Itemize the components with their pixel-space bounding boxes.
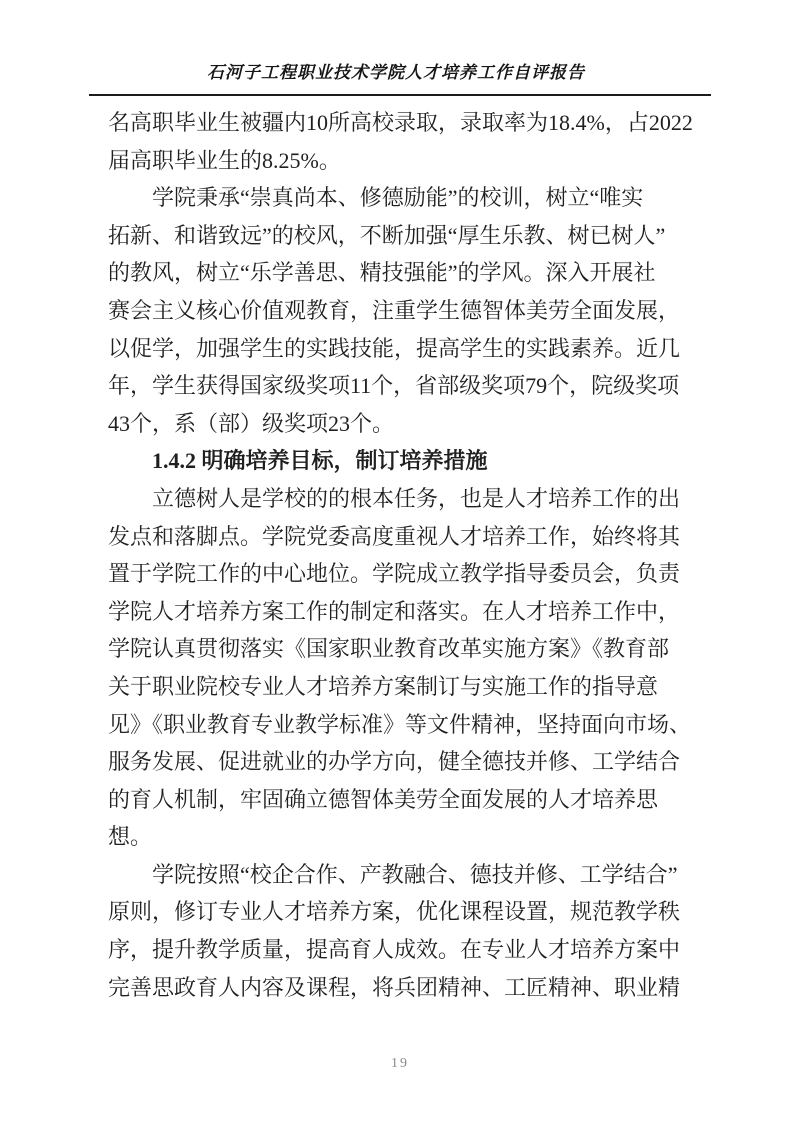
- text-line: 完善思政育人内容及课程，将兵团精神、工匠精神、职业精: [108, 974, 681, 1000]
- page-number: 19: [391, 1056, 409, 1071]
- text-line: 学院人才培养方案工作的制定和落实。在人才培养工作中，: [108, 598, 681, 624]
- text-line: 名高职毕业生被疆内10所高校录取，录取率为18.4%，占2022: [108, 110, 693, 135]
- text-line: 43个，系（部）级奖项23个。: [108, 410, 395, 436]
- text-line: 置于学院工作的中心地位。学院成立教学指导委员会，负责: [108, 561, 681, 587]
- page-header-title: 石河子工程职业技术学院人才培养工作自评报告: [207, 63, 585, 82]
- text-line: 序，提升教学质量，提高育人成效。在专业人才培养方案中: [108, 937, 681, 963]
- text-line: 见》《职业教育专业教学标准》等文件精神，坚持面向市场、: [108, 711, 692, 737]
- text-line: 以促学，加强学生的实践技能，提高学生的实践素养。近几: [108, 335, 681, 361]
- section-heading-1-4-2: 1.4.2 明确培养目标，制订培养措施: [152, 448, 488, 474]
- text-line: 的教风，树立“乐学善思、精技强能”的学风。深入开展社: [108, 260, 656, 286]
- text-line: 发点和落脚点。学院党委高度重视人才培养工作，始终将其: [108, 523, 681, 549]
- document-body: [108, 104, 693, 1006]
- text-line: 原则，修订专业人才培养方案，优化课程设置，规范教学秩: [108, 899, 681, 925]
- text-line: 想。: [108, 824, 153, 850]
- text-line: 关于职业院校专业人才培养方案制订与实施工作的指导意: [108, 673, 659, 699]
- text-line: 的育人机制，牢固确立德智体美劳全面发展的人才培养思: [108, 786, 659, 812]
- text-line: 学院按照“校企合作、产教融合、德技并修、工学结合”: [152, 861, 678, 887]
- text-line: 服务发展、促进就业的办学方向，健全德技并修、工学结合: [108, 749, 681, 775]
- text-line: 赛会主义核心价值观教育，注重学生德智体美劳全面发展，: [108, 297, 681, 323]
- header-rule: [89, 94, 711, 96]
- text-line: 年，学生获得国家级奖项11个，省部级奖项79个，院级奖项: [108, 373, 680, 399]
- text-line: 学院认真贯彻落实《国家职业教育改革实施方案》《教育部: [108, 636, 670, 662]
- text-line: 学院秉承“崇真尚本、修德励能”的校训，树立“唯实: [152, 185, 644, 211]
- text-line: 届高职毕业生的8.25%。: [108, 147, 341, 173]
- text-line: 立德树人是学校的的根本任务，也是人才培养工作的出: [152, 485, 681, 511]
- text-line: 拓新、和谐致远”的校风，不断加强“厚生乐教、树已树人”: [108, 222, 666, 248]
